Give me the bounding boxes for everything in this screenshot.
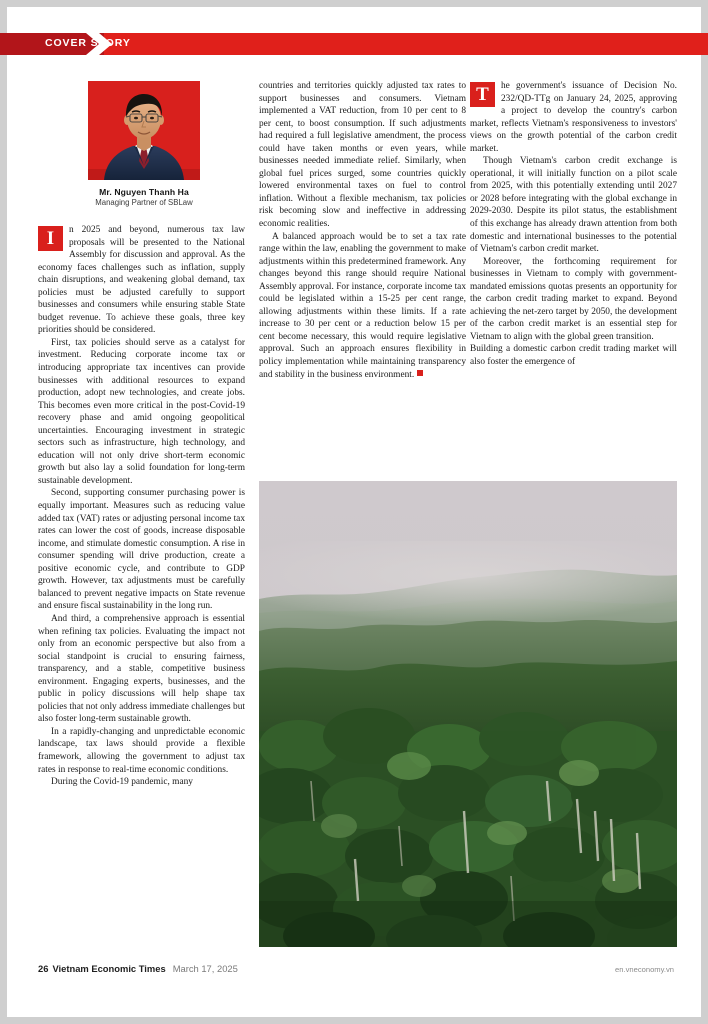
author-photo [88, 81, 200, 180]
paragraph-text: A balanced approach would be to set a tax rate range within the law, enabling the government to make adjustments within this predetermined framework. Any changes beyond this range should require National Assembly approval. For instance, corporate income tax could be legislated within a 15-25 per cent range, allowing adjustments within these limits. If a rate increase to 30 per cent or a reduction below 15 per cent become necessary, this would require legislative approval. Such an approach ensures flexibility in policy implementation while maintaining transparency and stability in the business environment. [259, 231, 466, 380]
forest-photo [259, 481, 677, 947]
paragraph-text: Second, supporting consumer purchasing power is equally important. Measures such as reducing value added tax (VAT) rates or adjusting personal income tax rates can lower the cost of goods, increase disposable income, and stimulate domestic consumption. A rise in consumer spending will drive production, create a positive economic cycle, and contribute to GDP growth. However, tax adjustments must be carefully balanced to prevent negative impacts on State revenue and ensure fiscal sustainability in the long run. [38, 488, 245, 612]
paragraph-text: Though Vietnam's carbon credit exchange is operational, it will initially function on a pilot scale from 2025, with this potentially extending until 2027 or 2028 before integrating with the global exchange in 2029-2030. Despite its pilot status, the establishment of this exchange has already drawn attention from both domestic and international businesses to the potential of Vietnam's carbon credit market. [470, 156, 677, 255]
page-footer [38, 963, 238, 974]
author-caption [88, 187, 200, 207]
article-column-1 [38, 224, 245, 789]
paragraph [38, 224, 245, 337]
publication-date: March 17, 2025 [172, 963, 238, 974]
paragraph [470, 343, 677, 368]
article-column-3 [470, 80, 677, 369]
paragraph [38, 726, 245, 776]
author-name: Mr. Nguyen Thanh Ha [99, 187, 189, 197]
paragraph [470, 80, 677, 155]
end-of-article-mark [417, 370, 423, 376]
dropcap-letter: T [470, 82, 495, 107]
dropcap-letter: I [38, 226, 63, 251]
publication-name: Vietnam Economic Times [52, 963, 166, 974]
paragraph-text: In a rapidly-changing and unpredictable economic landscape, tax laws should provide a flexible framework, allowing the government to adjust tax rates in response to real-time economic conditions. [38, 726, 245, 775]
paragraph [38, 613, 245, 726]
paragraph [38, 776, 245, 789]
author-role: Managing Partner of SBLaw [95, 198, 193, 207]
page-edge-right [701, 0, 708, 1024]
article-column-2 [259, 80, 466, 381]
paragraph-text: he government's issuance of Decision No. 232/QD-TTg on January 24, 2025, approving a project to develop the country's carbon market, reflects Vietnam's responsiveness to investors' views on the growth potential of the carbon credit market. [470, 81, 677, 154]
paragraph-text: Building a domestic carbon credit trading market will also foster the emergence of [470, 344, 677, 368]
paragraph [470, 155, 677, 255]
page-edge-left [0, 0, 7, 1024]
paragraph-text: First, tax policies should serve as a catalyst for investment. Reducing corporate income tax or introducing appropriate tax incentives can provide businesses with additional resources to expand production, adopt new technologies, and create jobs. This becomes even more critical in the post-Covid-19 recovery phase and amid ongoing geopolitical uncertainties. Encouraging investment in strategic sectors such as infrastructure, high technology, and education will not only drive short-term economic growth but also lay a solid foundation for long-term sustainable development. [38, 337, 245, 486]
paragraph-text: During the Covid-19 pandemic, many [51, 777, 193, 788]
page-edge-bottom [0, 1017, 708, 1024]
paragraph [38, 337, 245, 488]
paragraph-text: countries and territories quickly adjusted tax rates to support businesses and consumers. Vietnam implemented a VAT reduction, from 10 per cent to 8 per cent, to boost consumption. If such adjustments had required a full legislative amendment, the process could have taken months or even years, while businesses needed immediate relief. Similarly, when global fuel prices surged, some countries quickly lowered environmental taxes on fuel to control inflation. Without a flexible mechanism, tax policies risk becoming slow and ineffective in addressing economic realities. [259, 81, 466, 230]
page-number: 26 [38, 963, 49, 974]
paragraph-text: Moreover, the forthcoming requirement for businesses in Vietnam to comply with government-mandated emissions quotas presents an opportunity for the carbon credit trading market to expand. Beyond achieving the net-zero target by 2050, the development of the carbon credit market is an essential step for Vietnam to align with the global green transition. [470, 256, 677, 342]
paragraph [259, 231, 466, 382]
banner-label: COVER STORY [45, 37, 131, 49]
paragraph-text: n 2025 and beyond, numerous tax law proposals will be presented to the National Assembly for discussion and approval. As the economy faces challenges such as inflation, supply chain disruptions, and weakening global demand, tax policies must be adjusted carefully to support businesses and consumers while ensuring stable State budget revenue. To achieve these goals, three key priorities should be considered. [38, 225, 245, 336]
paragraph [470, 256, 677, 344]
paragraph [38, 487, 245, 612]
page-edge-top [0, 0, 708, 7]
paragraph [259, 80, 466, 231]
paragraph-text: And third, a comprehensive approach is essential when refining tax policies. Evaluating the impact not only from an economic perspective but also from a social standpoint is crucial to ensuring fairness, transparency, and a stable, competitive business environment. Engaging experts, businesses, and the public in policy discussions will help shape tax policies that not only address immediate challenges but also foster long-term sustainable growth. [38, 613, 245, 725]
cover-story-banner [0, 33, 708, 55]
author-block [88, 81, 200, 207]
website-url: en.vneconomy.vn [615, 965, 674, 974]
